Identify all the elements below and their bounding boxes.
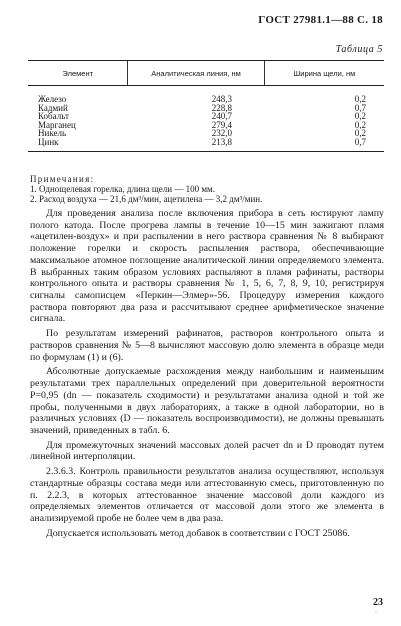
table-notes (30, 174, 380, 204)
cell-width: 0,2 (354, 119, 366, 130)
paragraph: Для проведения анализа после включения прибора в сеть юстируют лампу полого катода. После прогрева лампы в течение 10—15 мин зажигают пламя «ацетилен-воздух» и при распылении в него раствора сравнения № 8 выбирают положение горелки и скорость распыления раствора, обеспечивающие максимальное атомное поглощение аналитической линии определяемого элемента. В выбранных таким образом условиях распыляют в пламя рафинаты, растворы контрольного опыта и растворы сравнения № 1, 5, 6, 7, 8, 9, 10, регистрируя сигналы самописцем «Перкин—Элмер»-56. Процедуру измерения каждого раствора повторяют два раза и рассчитывают среднее арифметическое значение сигнала. (30, 208, 384, 325)
paragraph: 2.3.6.3. Контроль правильности результатов анализа осуществляют, используя стандартные образцы состава меди или аттестованную смесь, приготовленную по п. 2.2.3, в которых аттестованное значение массовой доли каждого из определяемых элементов отличается от массовой доли этого же элемента в анализируемой пробе не более чем в два раза. (30, 466, 384, 524)
note-item: 1. Однощелевая горелка, длина щели — 100 мм. (30, 184, 215, 194)
paragraph: Для промежуточных значений массовых долей расчет dn и D проводят путем линейной интерполяции. (30, 439, 384, 463)
header-analytical-line: Аналитическая линия, нм (128, 61, 264, 85)
cell-width: 0,2 (354, 128, 366, 139)
cell-element: Цинк (38, 136, 59, 147)
notes-title: Примечания: (30, 174, 95, 184)
cell-element: Кобальт (38, 111, 69, 122)
footer-mark: ` (375, 612, 377, 618)
cell-width: 0,2 (354, 111, 366, 122)
paragraph: По результатам измерений рафинатов, растворов контрольного опыта и растворов сравнения № 5—8 вычисляют массовую долю элемента в образце меди по формулам (1) и (6). (30, 328, 384, 363)
table-row (28, 104, 384, 113)
cell-line: 240,7 (211, 111, 232, 122)
cell-line: 228,8 (211, 102, 232, 113)
table-row (28, 129, 384, 138)
paragraph: Допускается использовать метод добавок в соответствии с ГОСТ 25086. (46, 527, 350, 539)
header-element: Элемент (28, 61, 128, 85)
cell-line: 213,8 (211, 136, 232, 147)
table-row (28, 95, 384, 104)
table-header-row (28, 61, 384, 85)
table-caption: Таблица 5 (335, 44, 383, 55)
cell-width: 0,7 (354, 136, 366, 147)
cell-line: 232,0 (211, 128, 232, 139)
cell-element: Никель (38, 128, 67, 139)
page-number: 23 (373, 597, 383, 608)
table-body (28, 86, 384, 151)
cell-element: Марганец (38, 119, 76, 130)
cell-width: 0,2 (354, 94, 366, 104)
body-text (30, 208, 384, 542)
paragraph: Абсолютные допускаемые расхождения между наибольшим и наименьшим результатами трех параллельных определений при доверительной вероятности P=0,95 (dn — показатель сходимости) и результатами анализа одной и той же пробы, полученными в двух лабораториях, а также в одной лаборатории, но в различных условиях (D — показатель воспроизводимости), не должны превышать значений, приведенных в табл. 6. (30, 366, 384, 436)
cell-width: 0,7 (354, 102, 366, 113)
data-table (28, 60, 384, 152)
page-header: ГОСТ 27981.1—88 С. 18 (258, 14, 383, 26)
table-row (28, 112, 384, 121)
cell-line: 279,4 (211, 119, 232, 130)
cell-line: 248,3 (211, 94, 232, 104)
note-item: 2. Расход воздуха — 21,6 дм³/мин, ацетилена — 3,2 дм³/мин. (30, 194, 263, 204)
table-bottom-rule (28, 151, 384, 152)
cell-element: Кадмий (38, 102, 68, 113)
header-slit-width: Ширина щели, нм (293, 68, 356, 78)
table-row (28, 121, 384, 130)
table-row (28, 138, 384, 147)
cell-element: Железо (38, 94, 67, 104)
